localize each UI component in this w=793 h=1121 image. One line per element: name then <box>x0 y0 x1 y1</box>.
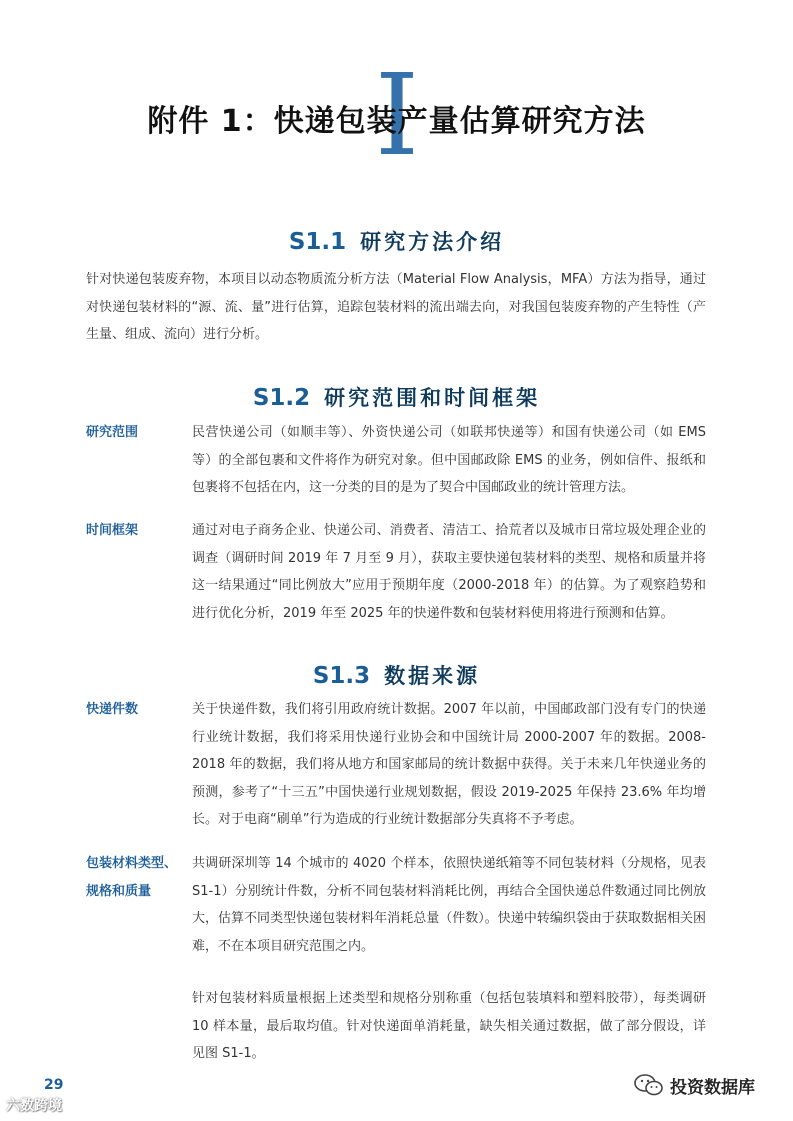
time-frame-paragraph: 通过对电子商务企业、快递公司、消费者、清洁工、拾荒者以及城市日常垃圾处理企业的调查（调研时间 2019 年 7 月至 9 月），获取主要快递包装材料的类型、规格和质量并将这一结果通过“同比例放大”应用于预期年度（2000-2018 年）的估算。为了观察趋势和进行优化分析，2019 年至 2025 年的快递件数和包装材料使用将进行预测和估算。 <box>192 523 706 621</box>
wechat-icon <box>634 1073 664 1097</box>
label-time-frame: 时间框架 <box>86 523 139 538</box>
section-title: 研究方法介绍 <box>360 230 505 254</box>
watermark-right <box>634 1071 755 1099</box>
watermark-left: 六数跨境 <box>6 1098 62 1114</box>
section-heading-s1-1 <box>0 226 793 256</box>
section-intro-paragraph: 针对快递包装废弃物，本项目以动态物质流分析方法（Material Flow Analysis，MFA）方法为指导，通过对快递包装材料的“源、流、量”进行估算，追踪包装材料的流出端去向，对我国包装废弃物的产生特性（产生量、组成、流向）进行分析。 <box>86 272 706 342</box>
parcel-count-paragraph: 关于快递件数，我们将引用政府统计数据。2007 年以前，中国邮政部门没有专门的快递行业统计数据，我们将采用快递行业协会和中国统计局 2000-2007 年的数据。2008-2018 年的数据，我们将从地方和国家邮局的统计数据中获得。关于未来几年快递业务的预测，参考了“十三五”中国快递行业规划数据，假设 2019-2025 年保持 23.6% 年均增长。对于电商“刷单”行为造成的行业统计数据部分失真将不予考虑。 <box>192 702 706 827</box>
section-number: S1.2 <box>252 385 311 411</box>
page-number: 29 <box>44 1077 64 1093</box>
section-number: S1.3 <box>312 663 371 689</box>
section-title: 研究范围和时间框架 <box>324 386 541 410</box>
research-scope-paragraph: 民营快递公司（如顺丰等）、外资快递公司（如联邦快递等）和国有快递公司（如 EMS 等）的全部包裹和文件将作为研究对象。但中国邮政除 EMS 的业务，例如信件、报纸和包裹将不包括在内，这一分类的目的是为了契合中国邮政业的统计管理方法。 <box>192 425 706 495</box>
label-packaging-material-type: 包装材料类型、规格和质量 <box>86 856 178 899</box>
decorative-letter-i: I <box>374 51 420 181</box>
section-heading-s1-3 <box>0 660 793 690</box>
section-number: S1.1 <box>288 229 347 255</box>
section-heading-s1-2 <box>0 382 793 412</box>
section-title: 数据来源 <box>384 664 481 688</box>
packaging-weight-paragraph: 针对包装材料质量根据上述类型和规格分别称重（包括包装填料和塑料胶带），每类调研 10 样本量，最后取均值。针对快递面单消耗量，缺失相关通过数据，做了部分假设，详见图 S1-1。 <box>192 991 706 1061</box>
watermark-right-text: 投资数据库 <box>670 1077 755 1098</box>
packaging-material-paragraph: 共调研深圳等 14 个城市的 4020 个样本，依照快递纸箱等不同包装材料（分规格，见表 S1-1）分别统计件数，分析不同包装材料消耗比例，再结合全国快递总件数通过同比例放大，估算不同类型快递包装材料年消耗总量（件数）。快递中转编织袋由于获取数据相关困难，不在本项目研究范围之内。 <box>192 856 706 954</box>
label-parcel-count: 快递件数 <box>86 702 139 717</box>
label-research-scope: 研究范围 <box>86 425 139 440</box>
page-title: 附件 1：快递包装产量估算研究方法 <box>147 104 646 139</box>
